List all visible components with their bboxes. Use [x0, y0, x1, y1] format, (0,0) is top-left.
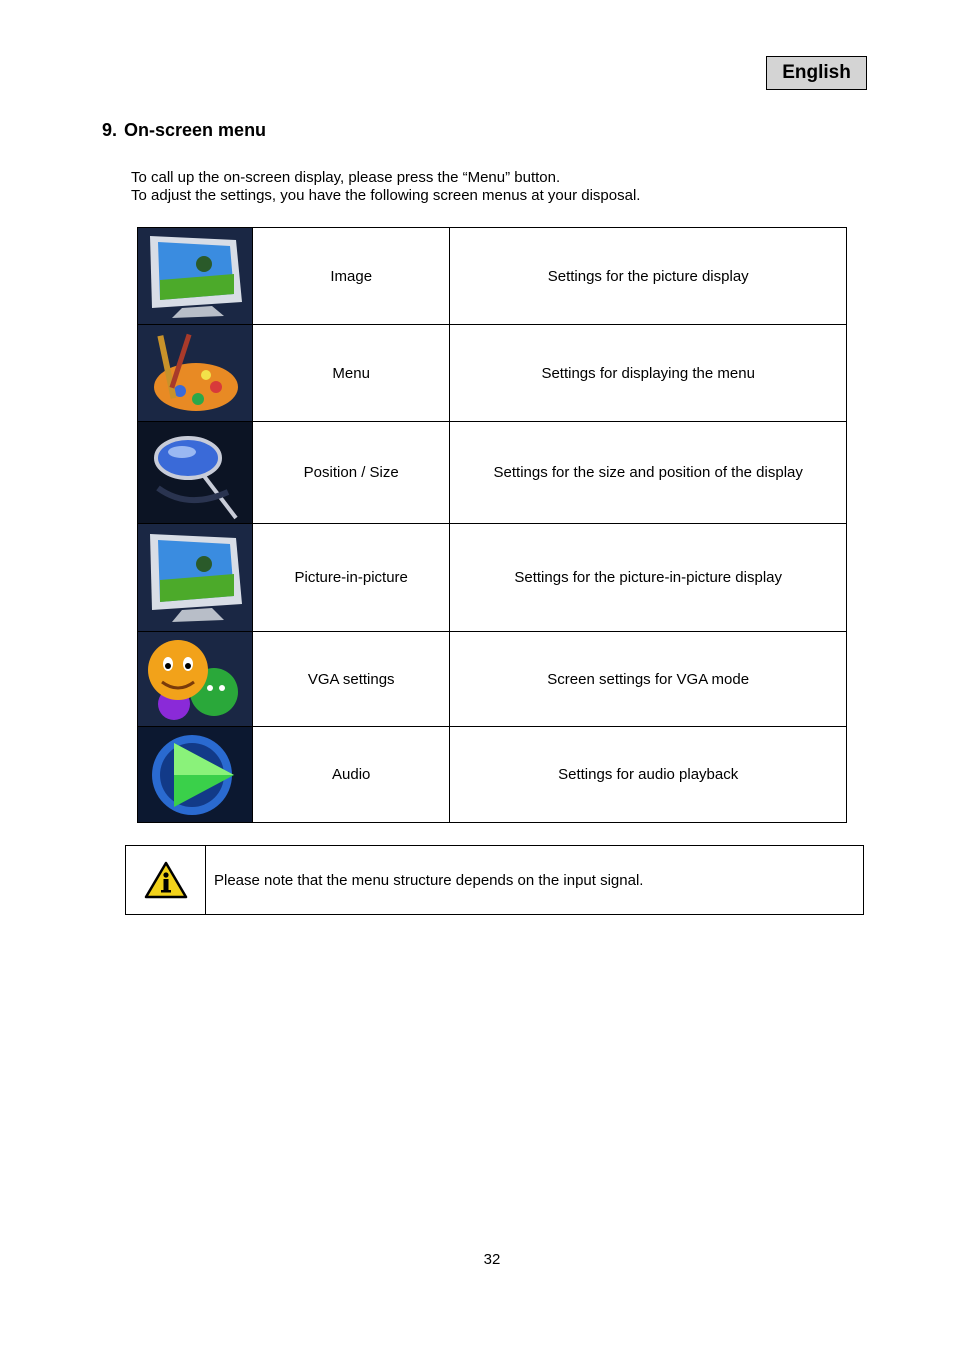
menu-description: Settings for the picture display	[450, 228, 847, 325]
table-row	[138, 325, 847, 422]
intro-line: To adjust the settings, you have the following screen menus at your disposal.	[131, 187, 641, 204]
magnifier-icon	[138, 422, 252, 523]
language-badge: English	[766, 56, 867, 90]
menu-name: Audio	[253, 727, 450, 823]
table-row	[138, 228, 847, 325]
menu-description: Settings for audio playback	[450, 727, 847, 823]
play-icon	[138, 727, 252, 822]
menu-table	[137, 227, 847, 823]
menu-description: Settings for the size and position of the display	[450, 422, 847, 524]
menu-name: Picture-in-picture	[253, 524, 450, 632]
table-row	[138, 727, 847, 823]
monitor-icon	[138, 524, 252, 631]
icon-cell	[138, 325, 253, 422]
page-number: 32	[483, 1251, 501, 1268]
palette-icon	[138, 325, 252, 421]
menu-name: Position / Size	[253, 422, 450, 524]
menu-description: Screen settings for VGA mode	[450, 632, 847, 727]
menu-description: Settings for the picture-in-picture display	[450, 524, 847, 632]
note-box	[125, 845, 864, 915]
table-row	[138, 422, 847, 524]
section-number: 9.	[102, 120, 118, 140]
section-title: On-screen menu	[124, 120, 267, 140]
menu-name: Menu	[253, 325, 450, 422]
icon-cell	[138, 727, 253, 823]
table-row	[138, 524, 847, 632]
table-row	[138, 632, 847, 727]
note-icon-cell	[126, 846, 206, 914]
icon-cell	[138, 524, 253, 632]
icon-cell	[138, 228, 253, 325]
monitor-icon	[138, 228, 252, 324]
note-text: Please note that the menu structure depends on the input signal.	[214, 871, 644, 889]
intro-line: To call up the on-screen display, please press the “Menu” button.	[131, 169, 561, 186]
menu-name: Image	[253, 228, 450, 325]
icon-cell	[138, 422, 253, 524]
smiley-faces-icon	[138, 632, 252, 726]
menu-name: VGA settings	[253, 632, 450, 727]
section-heading	[102, 120, 266, 141]
info-warning-icon	[144, 861, 188, 899]
icon-cell	[138, 632, 253, 727]
intro-text	[131, 169, 640, 205]
menu-description: Settings for displaying the menu	[450, 325, 847, 422]
